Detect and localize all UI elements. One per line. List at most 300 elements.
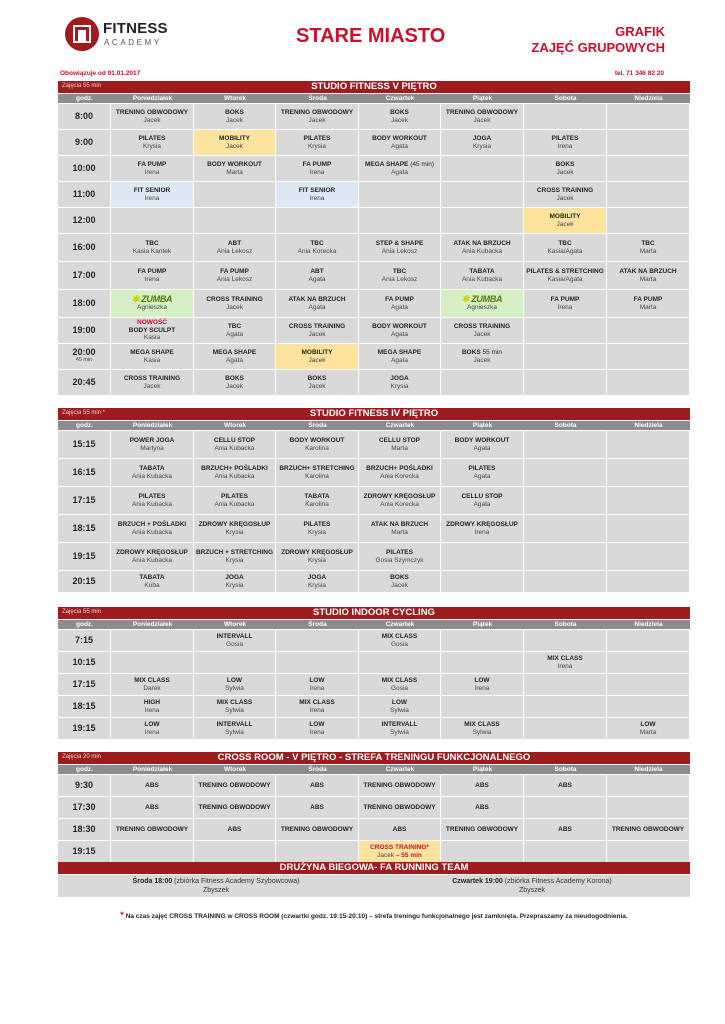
instructor: Krysia [307,528,327,536]
class-cell [276,182,359,208]
class-cell [607,262,690,290]
time-cell [58,156,111,182]
class-name: PILATES [551,135,579,142]
class-name: PILATES [303,521,331,528]
class-cell [441,318,524,344]
class-cell [276,290,359,318]
empty-cell [607,370,690,396]
instructor: Jacek [473,356,491,364]
instructor: Irena [309,728,325,736]
class-cell [441,130,524,156]
class-name: HIGH [143,699,161,706]
instructor: Ania Korecka [297,247,337,255]
time-label: 20:15 [72,575,96,586]
instructor: Karolina [305,500,329,508]
instructor: Krysia [142,142,162,150]
class-cell [111,130,194,156]
instructor: Agata [473,500,491,508]
team-right-place: (zbiórka Fitness Academy Korona) [502,878,612,885]
class-cell [359,234,441,262]
empty-cell [276,652,359,674]
class-name: BRZUCH + POŚLADKI [117,521,187,528]
class-cell [111,370,194,396]
class-name: LOW [640,721,656,728]
instructor: Kuba [144,581,160,589]
instructor: Agnieszka [137,303,167,311]
day-header: Niedziela [634,422,663,429]
class-name: TBC [227,323,242,330]
class-cell [111,459,194,487]
class-cell [524,130,607,156]
time-cell [58,130,111,156]
instructor: Krysia [225,528,244,536]
class-cell [441,344,524,370]
time-cell [58,775,111,797]
time-cell [58,318,111,344]
class-name: CROSS TRAINING* [370,844,429,851]
day-header: godz. [76,422,93,429]
day-header-row [58,94,690,103]
class-name: BRZUCH+ STRETCHING [279,465,355,472]
day-header-row [58,620,690,629]
instructor: Ania Korecka [380,500,419,508]
instructor: Ania Kubacka [131,556,173,564]
instructor: Ania Kubacka [131,500,173,508]
instructor: Agata [226,356,243,364]
class-name: ABS [145,803,159,811]
instructor: Sylwia [225,728,244,736]
time-cell [58,370,111,396]
instructor: Irena [474,684,490,692]
empty-cell [111,841,194,863]
class-cell [607,290,690,318]
empty-cell [524,543,607,571]
class-cell [441,262,524,290]
time-label: 19:15 [72,550,96,561]
day-header: Sobota [554,95,577,102]
class-cell [359,571,441,593]
instructor: Agata [391,356,408,364]
instructor: Irena [144,168,160,176]
empty-cell [194,208,276,234]
class-cell [359,487,441,515]
class-name: CROSS TRAINING [288,323,346,330]
day-header: Wtorek [223,766,247,773]
zumba-logo-icon [132,296,172,304]
class-cell [276,696,359,718]
class-name: TRENING OBWODOWY [445,109,519,116]
class-name: TBC [310,240,324,247]
class-cell [276,370,359,396]
time-label: 17:15 [72,494,96,505]
section-duration: Zajęcia 55 min * [62,410,106,416]
class-cell [359,262,441,290]
class-cell [441,674,524,696]
class-name: ABS [310,803,324,811]
time-cell [58,841,111,863]
class-name: MOBILITY [301,349,333,356]
class-name: ATAK NA BRZUCH [453,240,511,247]
subtitle-line-2: ZAJĘĆ GRUPOWYCH [531,40,665,55]
day-header: Czwartek [385,95,415,102]
instructor: Jacek [143,382,161,390]
day-header: Środa [308,621,327,628]
class-cell [359,156,441,182]
empty-cell [524,630,607,652]
class-name: LOW [474,677,490,684]
class-name: CROSS TRAINING [206,296,263,303]
instructor: Ania Kubacka [214,472,255,480]
day-header: Poniedziałek [132,422,173,429]
time-label: 19:15 [72,845,96,856]
instructor: Marta [639,247,657,255]
empty-cell [441,630,524,652]
instructor: Jacek [391,116,408,124]
class-cell [276,674,359,696]
class-name: BOKS [390,109,409,116]
day-header: Poniedziałek [132,621,173,628]
class-name: POWER JOGA [129,437,175,444]
instructor: Agata [391,303,408,311]
class-name: ZDROWY KRĘGOSŁUP [446,521,518,528]
empty-cell [607,344,690,370]
class-cell [111,104,194,130]
class-cell [359,290,441,318]
subtitle-line-1: GRAFIK [615,24,665,39]
logo [65,17,175,53]
instructor: Irena [144,728,160,736]
empty-cell [194,841,276,863]
instructor: Jacek [556,168,574,176]
instructor: Krysia [307,581,327,589]
time-label: 16:00 [72,241,96,252]
section-bar [58,408,690,420]
empty-cell [524,459,607,487]
class-cell [359,431,441,459]
day-header: Piątek [472,766,493,773]
class-note: 55 min [480,349,503,356]
empty-cell [441,571,524,593]
class-cell [441,718,524,740]
empty-cell [441,208,524,234]
instructor: Marta [639,303,657,311]
class-name: ZDROWY KRĘGOSŁUP [281,549,353,556]
empty-cell [359,182,441,208]
class-name: PILATES [138,135,166,142]
team-right-name: Zbyszek [518,887,546,894]
class-name: MIX CLASS [547,655,583,662]
class-cell [194,487,276,515]
logo-icon [65,17,99,51]
class-cell [111,182,194,208]
class-name: JOGA [225,574,244,581]
instructor: Krysia [225,556,244,564]
class-name: BRZUCH + STRETCHING [195,549,274,556]
empty-cell [276,841,359,863]
class-cell [194,718,276,740]
class-name: JOGA [390,375,409,382]
team-title: DRUŻYNA BIEGOWA- FA RUNNING TEAM [58,862,690,874]
time-label: 8:00 [74,110,93,121]
instructor: Kasia/Agata [547,247,583,255]
empty-cell [441,370,524,396]
class-name: ABS [392,825,407,833]
class-cell [111,775,194,797]
class-name: LOW [309,721,325,728]
class-name: ATAK NA BRZUCH [288,296,346,303]
class-name: TRENING OBWODOWY [445,825,519,833]
class-name: BRZUCH+ POŚLADKI [366,465,433,472]
section-title: STUDIO FITNESS V PIĘTRO [311,81,437,92]
footnote [58,910,690,920]
day-header: Niedziela [634,621,663,628]
empty-cell [441,182,524,208]
class-name: INTERVALL [216,721,253,728]
instructor: Irena [474,528,490,536]
instructor: Ania Kubacka [461,247,503,255]
class-name: PILATES [468,465,496,472]
instructor: Jacek [308,116,326,124]
class-name: TABATA [469,268,495,275]
class-name: ABS [310,781,324,789]
empty-cell [607,571,690,593]
instructor: Irena [144,194,160,202]
empty-cell [607,797,690,819]
time-cell [58,234,111,262]
empty-cell [607,459,690,487]
class-cell [276,344,359,370]
instructor: Ania Korecka [380,472,419,480]
class-cell [194,104,276,130]
empty-cell [194,182,276,208]
empty-cell [607,775,690,797]
day-header: Środa [308,766,327,773]
class-cell [111,431,194,459]
class-name: TABATA [139,465,165,472]
class-cell [359,370,441,396]
empty-cell [607,318,690,344]
class-cell [441,515,524,543]
class-name: ABS [227,825,242,833]
instructor: Krysia [472,142,492,150]
section-title: CROSS ROOM - V PIĘTRO - STREFA TRENINGU FUNKCJONALNEGO [217,752,531,763]
empty-cell [359,208,441,234]
class-name: CROSS TRAINING [536,187,594,194]
day-header: Czwartek [385,621,415,628]
instructor: Ania Kubacka [461,275,503,283]
instructor: Irena [557,142,573,150]
empty-cell [441,696,524,718]
instructor: Kasia/Agata [547,275,583,283]
time-label: 18:30 [72,823,96,834]
class-name: FA PUMP [220,268,249,275]
class-name: BODY WORKOUT [207,161,262,168]
instructor: Sylwia [225,684,244,692]
instructor: Sylwia [472,728,492,736]
class-name: TBC [558,240,572,247]
instructor: Gosia [391,684,408,692]
class-cell [194,459,276,487]
instructor: Ania Kubacka [214,444,255,452]
class-cell [194,262,276,290]
class-name: MIX CLASS [299,699,335,706]
day-header: Piątek [472,422,493,429]
class-cell [276,571,359,593]
empty-cell [111,208,194,234]
empty-cell [524,344,607,370]
logo-name: FITNESS [103,20,168,37]
class-name: MEGA SHAPE [377,349,422,356]
class-name: FA PUMP [137,268,167,275]
instructor: Jacek – 55 min [377,851,422,859]
class-cell [111,571,194,593]
class-cell [111,515,194,543]
instructor: Jacek [226,382,243,390]
day-header: Sobota [554,621,577,628]
logo-sub: ACADEMY [104,38,162,47]
class-cell [194,571,276,593]
day-header: godz. [76,621,93,628]
time-label: 10:00 [72,162,96,173]
page-title: STARE MIASTO [296,25,446,47]
instructor: Marta [391,528,408,536]
class-name: TRENING OBWODOWY [363,781,436,789]
class-cell [607,819,690,841]
time-cell [58,543,111,571]
zumba-logo-icon [462,296,502,304]
instructor: Ania Lekosz [381,275,418,283]
section-title: STUDIO FITNESS IV PIĘTRO [309,408,439,419]
time-sub: 45 min [75,356,93,363]
instructor: Irena [557,662,573,670]
day-header: Piątek [472,95,493,102]
class-name: MOBILITY [218,135,251,142]
class-cell [111,696,194,718]
instructor: Ania Kubacka [131,472,173,480]
zumba-logo-mark: ✱ [131,294,142,304]
class-name: BODY WORKOUT [454,437,510,444]
class-name: TBC [641,240,655,247]
instructor: Irena [557,303,573,311]
class-cell [359,344,441,370]
class-cell [276,104,359,130]
team-right [374,875,690,897]
time-label: 19:00 [72,324,96,335]
time-cell [58,571,111,593]
instructor: Krysia [307,556,327,564]
class-cell [441,104,524,130]
time-label: 11:00 [72,188,96,199]
instructor: Jacek [473,116,491,124]
class-cell [194,543,276,571]
instructor: Gosia [391,640,408,648]
class-cell [194,819,276,841]
day-header: godz. [76,766,93,773]
class-name: ZDROWY KRĘGOSŁUP [198,521,271,528]
empty-cell [276,630,359,652]
class-name: BODY SCULPT [128,326,176,334]
class-cell [111,797,194,819]
instructor: Agnieszka [467,303,497,311]
duration-note: – 55 min [394,851,422,859]
team-left [58,875,374,897]
class-cell [276,775,359,797]
empty-cell [607,543,690,571]
class-name: TBC [145,240,159,247]
day-header: Niedziela [634,95,663,102]
day-header: Czwartek [385,422,415,429]
time-label: 18:15 [72,700,96,711]
day-header: Poniedziałek [132,95,173,102]
empty-cell [607,674,690,696]
time-label: 10:15 [72,656,96,667]
class-cell [194,630,276,652]
time-cell [58,182,111,208]
class-cell [524,652,607,674]
instructor: Jacek [308,330,326,338]
class-cell [276,819,359,841]
instructor: Ania Lekosz [216,275,253,283]
class-cell [441,290,524,318]
class-cell [276,459,359,487]
instructor: Jacek [556,194,574,202]
time-cell [58,515,111,543]
instructor: Gosia Szymczyk [375,556,424,564]
class-name: TRENING OBWODOWY [198,781,271,789]
class-cell [607,718,690,740]
instructor: Sylwia [225,706,244,714]
day-header: Wtorek [223,621,247,628]
empty-cell [607,515,690,543]
instructor: Ania Kubacka [214,500,255,508]
class-cell [441,819,524,841]
zumba-logo-mark: ✱ [461,294,472,304]
class-cell [276,515,359,543]
empty-cell [524,515,607,543]
empty-cell [607,130,690,156]
class-name: BOKS [225,109,244,116]
empty-cell [607,841,690,863]
time-cell [58,819,111,841]
class-name: TRENING OBWODOWY [611,825,685,833]
time-label: 15:15 [72,438,96,449]
class-name: CELLU STOP [461,493,503,500]
class-cell [524,156,607,182]
class-name: INTERVALL [381,721,418,728]
class-name: BOKS [555,161,575,168]
class-cell [359,459,441,487]
class-name: ABS [558,825,572,833]
empty-cell [524,431,607,459]
time-label: 17:30 [72,801,96,812]
day-header: Poniedziałek [132,766,173,773]
class-name: ATAK NA BRZUCH [370,521,429,528]
class-name: ABS [475,781,489,789]
time-label: 7:15 [74,634,93,645]
empty-cell [441,652,524,674]
class-name: FA PUMP [550,296,580,303]
footnote-star: * [120,910,124,920]
empty-cell [276,208,359,234]
time-cell [58,104,111,130]
instructor: Kasia Kantek [132,247,172,255]
instructor: Irena [309,194,325,202]
time-cell [58,344,111,370]
team-left-day: Środa 18:00 [132,878,173,885]
class-cell [194,318,276,344]
class-cell [194,370,276,396]
day-header: Sobota [554,422,577,429]
